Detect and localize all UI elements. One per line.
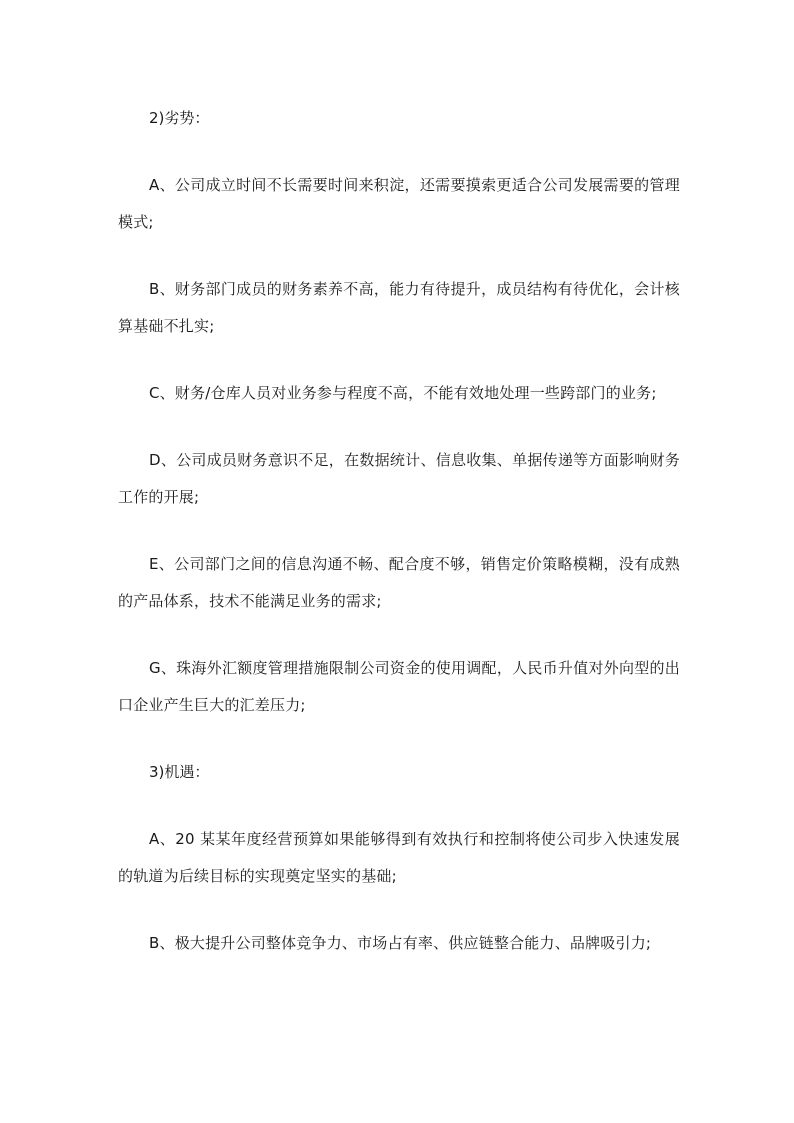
weakness-item-e: E、公司部门之间的信息沟通不畅、配合度不够，销售定价策略模糊，没有成熟的产品体系，技术不能满足业务的需求; bbox=[118, 555, 680, 610]
document-body bbox=[118, 100, 680, 992]
weakness-item-d: D、公司成员财务意识不足，在数据统计、信息收集、单据传递等方面影响财务工作的开展; bbox=[118, 451, 680, 506]
weakness-item-a: A、公司成立时间不长需要时间来积淀，还需要摸索更适合公司发展需要的管理模式; bbox=[118, 176, 680, 231]
weakness-item-g: G、珠海外汇额度管理措施限制公司资金的使用调配，人民币升值对外向型的出口企业产生巨大的汇差压力; bbox=[118, 659, 680, 714]
section-heading-opportunity: 3)机遇： bbox=[149, 763, 210, 781]
weakness-item-b: B、财务部门成员的财务素养不高，能力有待提升，成员结构有待优化，会计核算基础不扎实; bbox=[118, 280, 680, 335]
section-heading-weakness: 2)劣势： bbox=[149, 109, 210, 127]
weakness-item-c: C、财务/仓库人员对业务参与程度不高，不能有效地处理一些跨部门的业务; bbox=[149, 384, 657, 402]
opportunity-item-b: B、极大提升公司整体竞争力、市场占有率、供应链整合能力、品牌吸引力; bbox=[149, 934, 652, 952]
opportunity-item-a: A、20 某某年度经营预算如果能够得到有效执行和控制将使公司步入快速发展的轨道为后续目标的实现奠定坚实的基础; bbox=[118, 830, 680, 885]
